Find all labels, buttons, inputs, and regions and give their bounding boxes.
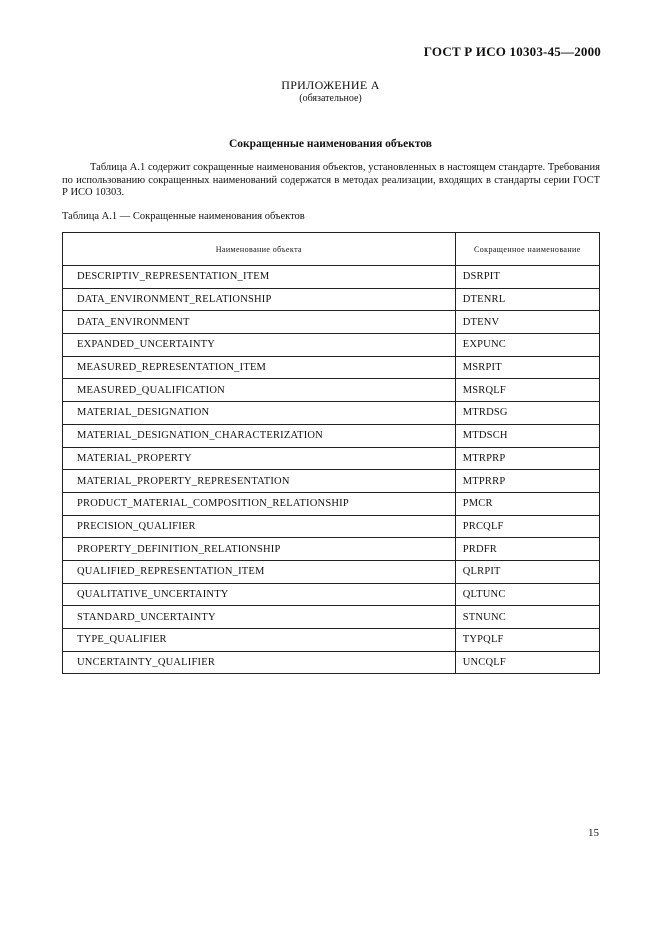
table-row: [63, 606, 600, 629]
table-row: [63, 629, 600, 652]
short-name-cell: MSRPIT: [455, 356, 599, 379]
object-name-cell: PRODUCT_MATERIAL_COMPOSITION_RELATIONSHIP: [63, 492, 456, 515]
table-row: [63, 651, 600, 674]
short-name-cell: MTRDSG: [455, 402, 599, 425]
object-name-cell: MATERIAL_PROPERTY: [63, 447, 456, 470]
object-name-cell: TYPE_QUALIFIER: [63, 629, 456, 652]
short-name-cell: PMCR: [455, 492, 599, 515]
short-name-cell: EXPUNC: [455, 334, 599, 357]
object-name-cell: PROPERTY_DEFINITION_RELATIONSHIP: [63, 538, 456, 561]
appendix-heading: [0, 78, 661, 104]
table-body: [63, 266, 600, 674]
table-caption: Таблица А.1 — Сокращенные наименования объектов: [62, 211, 305, 222]
short-name-cell: UNCQLF: [455, 651, 599, 674]
short-name-cell: PRCQLF: [455, 515, 599, 538]
short-name-cell: PRDFR: [455, 538, 599, 561]
short-name-cell: DTENV: [455, 311, 599, 334]
table-row: [63, 288, 600, 311]
object-name-cell: DESCRIPTIV_REPRESENTATION_ITEM: [63, 266, 456, 289]
table-row: [63, 538, 600, 561]
table-row: [63, 266, 600, 289]
short-name-cell: TYPQLF: [455, 629, 599, 652]
object-name-cell: MEASURED_QUALIFICATION: [63, 379, 456, 402]
document-code: ГОСТ Р ИСО 10303-45—2000: [423, 44, 601, 59]
short-name-cell: MTDSCH: [455, 424, 599, 447]
object-name-cell: STANDARD_UNCERTAINTY: [63, 606, 456, 629]
column-header-short-name: Сокращенное наименование: [455, 233, 599, 266]
section-title: Сокращенные наименования объектов: [228, 138, 432, 150]
abbreviations-table: [62, 232, 600, 674]
short-name-cell: DSRPIT: [455, 266, 599, 289]
object-name-cell: DATA_ENVIRONMENT_RELATIONSHIP: [63, 288, 456, 311]
table-row: [63, 379, 600, 402]
short-name-cell: QLRPIT: [455, 560, 599, 583]
object-name-cell: UNCERTAINTY_QUALIFIER: [63, 651, 456, 674]
table-row: [63, 515, 600, 538]
table-row: [63, 492, 600, 515]
short-name-cell: MTRPRP: [455, 447, 599, 470]
intro-paragraph: Таблица А.1 содержит сокращенные наименования объектов, установленных в настоящем стандарте. Требования по использованию сокращенных наименований содержатся в методах реализации, входящих в стандарты серии ГОСТ Р ИСО 10303.: [62, 162, 600, 198]
table-row: [63, 334, 600, 357]
table-row: [63, 470, 600, 493]
short-name-cell: QLTUNC: [455, 583, 599, 606]
object-name-cell: MEASURED_REPRESENTATION_ITEM: [63, 356, 456, 379]
object-name-cell: MATERIAL_DESIGNATION: [63, 402, 456, 425]
table-row: [63, 356, 600, 379]
table-row: [63, 424, 600, 447]
short-name-cell: DTENRL: [455, 288, 599, 311]
object-name-cell: DATA_ENVIRONMENT: [63, 311, 456, 334]
table-row: [63, 447, 600, 470]
object-name-cell: EXPANDED_UNCERTAINTY: [63, 334, 456, 357]
appendix-title: ПРИЛОЖЕНИЕ А: [281, 78, 380, 92]
object-name-cell: QUALITATIVE_UNCERTAINTY: [63, 583, 456, 606]
table-row: [63, 583, 600, 606]
page-number: 15: [588, 827, 599, 839]
column-header-object-name: Наименование объекта: [63, 233, 456, 266]
table-row: [63, 560, 600, 583]
object-name-cell: QUALIFIED_REPRESENTATION_ITEM: [63, 560, 456, 583]
short-name-cell: MSRQLF: [455, 379, 599, 402]
short-name-cell: STNUNC: [455, 606, 599, 629]
appendix-subtitle: (обязательное): [299, 93, 362, 104]
object-name-cell: MATERIAL_PROPERTY_REPRESENTATION: [63, 470, 456, 493]
object-name-cell: MATERIAL_DESIGNATION_CHARACTERIZATION: [63, 424, 456, 447]
object-name-cell: PRECISION_QUALIFIER: [63, 515, 456, 538]
table-header-row: [63, 233, 600, 266]
short-name-cell: MTPRRP: [455, 470, 599, 493]
table-row: [63, 402, 600, 425]
table-row: [63, 311, 600, 334]
